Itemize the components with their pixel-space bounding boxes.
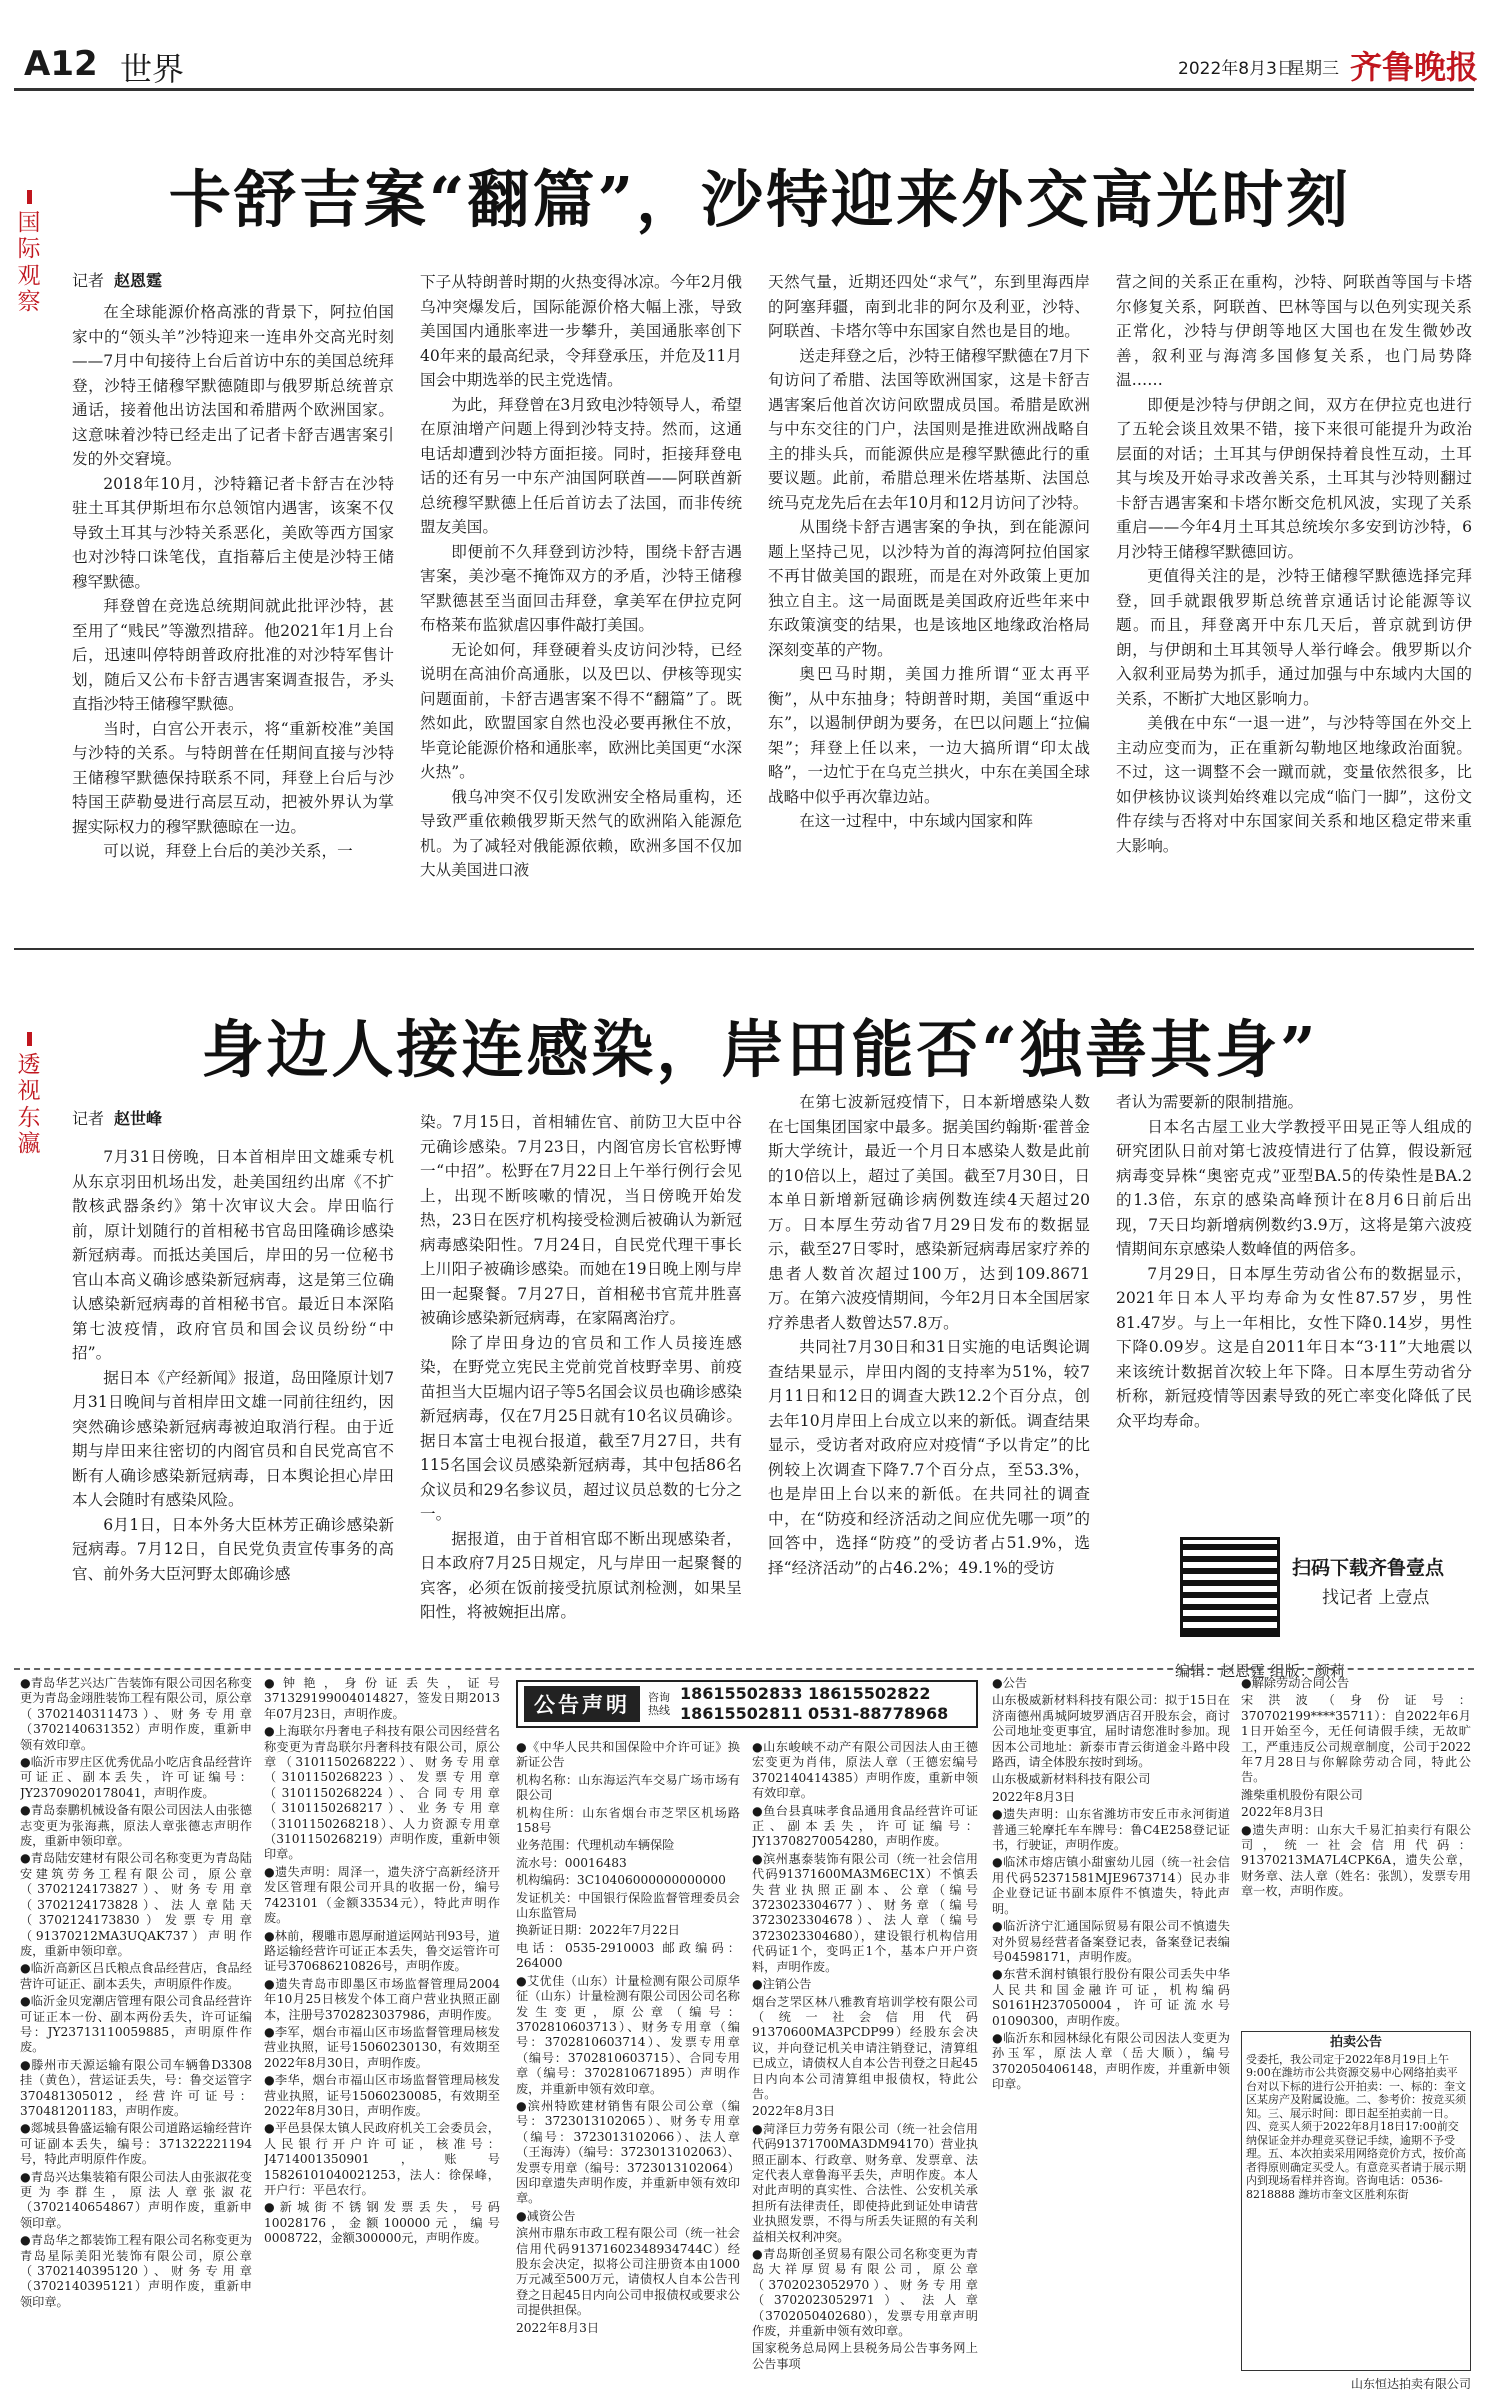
notice-entry: ●鱼台县真味孝食品通用食品经营许可证正、副本丢失，许可证编号：JY13708270054280，声明作废。 (752, 1803, 978, 1849)
ads-column-4 (752, 1740, 978, 2388)
notice-entry: ●李华，烟台市福山区市场监督管理局核发营业执照，证号15060230085，有效期至2022年8月30日，声明作废。 (264, 2073, 500, 2118)
paragraph: 更值得关注的是，沙特王储穆罕默德选择完拜登，回手就跟俄罗斯总统普京通话讨论能源等议题。而且，拜登离开中东几天后，普京就到访伊朗，与伊朗和土耳其领导人举行峰会。俄罗斯以介入叙利亚局势为抓手，通过加强与中东域内大国的关系，不断扩大地区影响力。 (1116, 567, 1472, 708)
paragraph: 拜登曾在竞选总统期间就此批评沙特，甚至用了“贱民”等激烈措辞。他2021年1月上台后，迅速叫停特朗普政府批准的对沙特军售计划，随后又公布卡舒吉遇害案调查报告，矛头直指沙特王储穆罕默德。 (72, 597, 394, 713)
section-name: 世界 (120, 50, 185, 88)
byline-name: 赵恩霆 (114, 271, 163, 290)
ads-column-3 (516, 1740, 740, 2388)
ads-column-1 (20, 1676, 252, 2388)
paragraph: 除了岸田身边的官员和工作人员接连感染，在野党立宪民主党前党首枝野幸男、前疫苗担当大臣堀内诏子等5名国会议员也确诊感染新冠病毒，仅在7月25日就有10名议员确诊。据日本富士电视台报道，截至7月27日，共有115名国会议员感染新冠病毒，其中包括86名众议员和29名参议员，超过议员总数的七分之一。 (420, 1333, 742, 1523)
story1-column-1 (72, 300, 394, 912)
notice-entry: ●青岛华之都装饰工程有限公司名称变更为青岛星际美阳光装饰有限公司，原公章（3702140395120）、财务专用章（3702140395121）声明作废，重新申领印章。 (20, 2233, 252, 2309)
paragraph: 7月29日，日本厚生劳动省公布的数据显示，2021年日本人平均寿命为女性87.57岁，男性81.47岁。与上一年相比，女性下降0.14岁，男性下降0.09岁。这是自2011年日本“3·11”大地震以来该统计数据首次较上年下降。日本厚生劳动省分析称，新冠疫情等因素导致的死亡率变化降低了民众平均寿命。 (1116, 1264, 1472, 1430)
byline-label: 记者 (72, 1109, 105, 1128)
byline-2 (72, 1106, 162, 1129)
auction-notice (1241, 2031, 1471, 2371)
notice-entry: 2022年8月3日 (752, 2104, 836, 2119)
notice-entry: ●艾优佳（山东）计量检测有限公司原华征（山东）计量检测有限公司因公司名称发生变更，原公章（编号：3702810603713）、财务专用章（编号：3702810603714）、发票专用章（编号：3702810603715）、合同专用章（编号：3702810671895）声明作废，并重新申领有效印章。 (516, 1973, 740, 2096)
paragraph: 在第七波新冠疫情下，日本新增感染人数在七国集团国家中最多。据美国约翰斯·霍普金斯大学统计，最近一个月日本感染人数是此前的10倍以上，超过了美国。截至7月30日，日本单日新增新冠确诊病例数连续4天超过20万。日本厚生劳动省7月29日发布的数据显示，截至27日零时，感染新冠病毒居家疗养的患者人数首次超过100万，达到109.8671万。在第六波疫情期间，今年2月日本全国居家疗养患者人数曾达57.8万。 (768, 1093, 1090, 1332)
paragraph: 美俄在中东“一退一进”，与沙特等国在外交上主动应变而为，正在重新勾勒地区地缘政治面貌。不过，这一调整不会一蹴而就，变量依然很多，比如伊核协议谈判始终难以完成“临门一脚”，这份文件存续与否将对中东国家间关系和地区稳定带来重大影响。 (1116, 714, 1472, 855)
story2-column-4 (1116, 1090, 1472, 1520)
notice-entry: 山东极威新材料科技有限公司 (992, 1772, 1151, 1787)
issue-weekday: 星期三 (1288, 59, 1339, 79)
column-tag-2 (14, 1032, 44, 1158)
notice-entry: 机构住所：山东省烟台市芝罘区机场路158号 (516, 1805, 740, 1836)
notice-entry: 电话：0535-2910003 邮政编码：264000 (516, 1940, 740, 1971)
notice-entry: ●遗失声明：山东大千易汇拍卖行有限公司，统一社会信用代码：91370213MA7L4CPK6A，遗失公章，财务章、法人章（姓名：张凯），发票专用章一枚，声明作废。 (1241, 1822, 1471, 1899)
hotline-label: 咨询热线 (648, 1691, 670, 1717)
notice-entry: ●注销公告 (752, 1977, 812, 1992)
issue-date: 2022年8月3日 (1178, 59, 1294, 79)
notice-entry: ●东营禾润村镇银行股份有限公司丢失中华人民共和国金融许可证，机构编码S0161H237050004，许可证流水号01090300，声明作废。 (992, 1967, 1230, 2028)
auction-notice-title: 拍卖公告 (1329, 2035, 1382, 2050)
byline-1 (72, 268, 162, 291)
notice-entry: ●林前，稷雕市恩厚耐道运网站刊93号，道路运输经营许可证正本丢失，鲁交运管许可证号370686210826号，声明作废。 (264, 1928, 500, 1974)
tag-bar (27, 190, 32, 204)
notice-entry: ●《中华人民共和国保险中介许可证》换新证公告 (516, 1740, 740, 1770)
ads-column-2 (264, 1676, 500, 2388)
paragraph: 日本名古屋工业大学教授平田晃正等人组成的研究团队日前对第七波疫情进行了估算，假设新冠病毒变异株“奥密克戎”亚型BA.5的传染性是BA.2的1.3倍，东京的感染高峰预计在8月6日前后出现，7天日均新增病例数约3.9万，这将是第六波疫情期间东京感染人数峰值的两倍多。 (1116, 1117, 1472, 1258)
story2-column-3 (768, 1090, 1090, 1640)
paragraph: 俄乌冲突不仅引发欧洲安全格局重构，还导致严重依赖俄罗斯天然气的欧洲陷入能源危机。为了减轻对俄能源依赖，欧洲多国不仅加大从美国进口液 (420, 787, 742, 879)
paragraph: 染。7月15日，首相辅佐官、前防卫大臣中谷元确诊感染。7月23日，内阁官房长官松野博一“中招”。松野在7月22日上午举行例行会见上，出现不断咳嗽的情况，当日傍晚开始发热，23日在医疗机构接受检测后被确认为新冠病毒感染阳性。7月24日，自民党代理干事长上川阳子被确诊感染。而她在19日晚上刚与岸田一起聚餐。7月27日，首相秘书官荒井胜喜被确诊感染新冠病毒，在家隔离治疗。 (420, 1113, 742, 1327)
paragraph: 下子从特朗普时期的火热变得冰凉。今年2月俄乌冲突爆发后，国际能源价格大幅上涨，导致美国国内通胀率进一步攀升，美国通胀率创下40年来的最高纪录，令拜登承压，并危及11月国会中期选举的民主党选情。 (420, 273, 742, 389)
paragraph: 7月31日傍晚，日本首相岸田文雄乘专机从东京羽田机场出发，赴美国纽约出席《不扩散核武器条约》第十次审议大会。岸田临行前，原计划随行的首相秘书官岛田隆确诊感染新冠病毒。而抵达美国后，岸田的另一位秘书官山本高义确诊感染新冠病毒，这是第三位确认感染新冠病毒的首相秘书官。最近日本深陷第七波疫情，政府官员和国会议员纷纷“中招”。 (72, 1148, 394, 1362)
notice-entry: ●青岛陆安建材有限公司名称变更为青岛陆安建筑劳务工程有限公司，原公章（3702124173827）、财务专用章（3702124173828）、法人章陆天（3702124173830）发票专用章（91370212MA3UQAK737）声明作废，重新申领印章。 (20, 1851, 252, 1958)
notice-entry: ●滨州惠泰装饰有限公司（统一社会信用代码91371600MA3M6EC1X）不慎丢失营业执照正副本、公章（编号3723023304677）、财务章（编号3723023304678）、法人章（编号3723023304680），建设银行机构信用代码证1个，变吗正1个，基本户开户资料，声明作废。 (752, 1851, 978, 1974)
page-number: A12 (24, 44, 98, 84)
paragraph: 即便是沙特与伊朗之间，双方在伊拉克也进行了五轮会谈且效果不错，接下来很可能提升为政治层面的对话；土耳其与伊朗保持着良性互动，土耳其与埃及开始寻求改善关系，土耳其与沙特则翻过卡舒吉遇害案和卡塔尔断交危机风波，实现了关系重启——今年4月土耳其总统埃尔多安到访沙特，6月沙特王储穆罕默德回访。 (1116, 395, 1472, 561)
paragraph: 2018年10月，沙特籍记者卡舒吉在沙特驻土耳其伊斯坦布尔总领馆内遇害，该案不仅导致土耳其与沙特关系恶化，美欧等西方国家也对沙特口诛笔伐，直指幕后主使是沙特王储穆罕默德。 (72, 474, 394, 591)
header-rule (14, 88, 1474, 91)
byline-label: 记者 (72, 271, 105, 290)
paragraph: 据日本《产经新闻》报道，岛田隆原计划7月31日晚间与首相岸田文雄一同前往纽约，因突然确诊感染新冠病毒被迫取消行程。由于近期与岸田来往密切的内阁官员和自民党高官不断有人确诊感染新冠病毒，日本舆论担心岸田本人会随时有感染风险。 (72, 1368, 394, 1509)
paragraph: 可以说，拜登上台后的美沙关系，一 (103, 842, 353, 860)
notice-entry: ●遗失青岛市即墨区市场监督管理局2004年10月25日核发个体工商户营业执照正副本，注册号3702823037986，声明作废。 (264, 1976, 500, 2022)
story2-column-1 (72, 1145, 394, 1640)
notice-entry: 业务范围：代理机动车辆保险 (516, 1838, 675, 1853)
page-header (0, 0, 1488, 96)
column-tag-text: 国际观察 (17, 210, 41, 316)
qr-caption: 扫码下载齐鲁壹点 (1292, 1557, 1445, 1579)
notice-entry: ●滨州特欧建材销售有限公司公章（编号：3723013102065）、财务专用章（编号：3723013102066）、法人章（王海涛）（编号：3723013102063）、发票专用章（编号：3723013102064）因印章遗失声明作废，并重新申领有效印章。 (516, 2098, 740, 2206)
story2-column-2 (420, 1110, 742, 1640)
notice-entry: ●上海联尔丹奢电子科技有限公司因经营名称变更为青岛联尔丹奢科技有限公司，原公章（3101150268222）、财务专用章（3101150268223）、发票专用章（3101150268224）、合同专用章（3101150268217）、业务专用章（3101150268218）、人力资源专用章（3101150268219）声明作废，重新申领印章。 (264, 1724, 500, 1862)
notice-entry: ●新城街不锈钢发票丢失，号码10028176，金额100000元，编号0008722，金额300000元，声明作废。 (264, 2200, 500, 2246)
newspaper-logo: 齐鲁晚报 (1350, 48, 1479, 86)
notice-entry: 机构名称：山东海运汽车交易广场市场有限公司 (516, 1772, 740, 1803)
notice-entry: ●山东峻峡不动产有限公司因法人由王德宏变更为肖伟，原法人章（王德宏编号3702140414385）声明作废，重新申领有效印章。 (752, 1740, 978, 1801)
paragraph: 为此，拜登曾在3月致电沙特领导人，希望在原油增产问题上得到沙特支持。然而，这通电话却遭到沙特方面拒接。同时，拒接拜登电话的还有另一中东产油国阿联酋——阿联酋新总统穆罕默德上任后首访去了法国，而非传统盟友美国。 (420, 395, 742, 536)
notice-entry: 滨州市鼎东市政工程有限公司（统一社会信用代码91371602348934744C）经股东会决定，拟将公司注册资本由1000万元减至500万元，请债权人自本公告刊登之日起45日内向公司申报债权或要求公司提供担保。 (516, 2226, 740, 2318)
editor-credit: 编辑：赵恩霆 组版：颜莉 (1175, 1662, 1345, 1680)
notice-entry: ●青岛华艺兴达广告装饰有限公司因名称变更为青岛金翊胜装饰工程有限公司，原公章（3702140311473）、财务专用章（3702140631352）声明作废，重新申领有效印章。 (20, 1676, 252, 1752)
notice-entry: 2022年8月3日 (1241, 1805, 1325, 1820)
notice-entry: ●青岛泰鹏机械设备有限公司因法人由张德志变更为张海燕，原法人章张德志声明作废，重新申领印章。 (20, 1803, 252, 1849)
notice-entry: ●钟艳，身份证丢失，证号371329199004014827，签发日期2013年07月23日，声明作废。 (264, 1676, 500, 1721)
notice-banner (516, 1680, 978, 1728)
paragraph: 送走拜登之后，沙特王储穆罕默德在7月下旬访问了希腊、法国等欧洲国家，这是卡舒吉遇害案后他首次访问欧盟成员国。希腊是欧洲与中东交往的门户，法国则是推进欧洲战略自主的排头兵，而能源供应是穆罕默德此行的重要议题。此前，希腊总理米佐塔基斯、法国总统马克龙先后在去年10月和12月访问了沙特。 (768, 346, 1090, 512)
paragraph: 营之间的关系正在重构，沙特、阿联酋等国与卡塔尔修复关系，阿联酋、巴林等国与以色列实现关系正常化，沙特与伊朗等地区大国也在发生微妙改善，叙利亚与海湾多国修复关系，也门局势降温…… (1116, 273, 1472, 389)
notice-entry: 潍柴重机股份有限公司 (1241, 1787, 1363, 1802)
paragraph: 无论如何，拜登硬着头皮访问沙特，已经说明在高油价高通胀，以及巴以、伊核等现实问题面前，卡舒吉遇害案不得不“翻篇”了。既然如此，欧盟国家自然也没必要再揪住不放，毕竟论能源价格和通胀率，欧洲比美国更“水深火热”。 (420, 640, 742, 781)
notice-entry: ●解除劳动合同公告 (1241, 1676, 1350, 1690)
notice-entry: ●遗失声明：山东省潍坊市安丘市永河街道普通三轮摩托车车牌号：鲁C4E258登记证书，行驶证，声明作废。 (992, 1807, 1230, 1853)
phones-line-2: 18615502811 0531-88778968 (680, 1704, 949, 1723)
notice-entry: ●李军，烟台市福山区市场监督管理局核发营业执照，证号15060230130，有效期至2022年8月30日，声明作废。 (264, 2024, 500, 2070)
paragraph: 6月1日，日本外务大臣林芳正确诊感染新冠病毒。7月12日，自民党负责宣传事务的高官、前外务大臣河野太郎确诊感 (72, 1515, 394, 1583)
auction-notice-body: 受委托，我公司定于2022年8月19日上午9:00在潍坊市公共资源交易中心网络拍卖平台对以下标的进行公开拍卖：一、标的：奎文区某房产及附属设施。二、参考价：按竞买须知。三、展示时间：即日起至拍卖前一日。四、竞买人须于2022年8月18日17:00前交纳保证金并办理竞买登记手续，逾期不予受理。五、本次拍卖采用网络竞价方式，按价高者得原则确定买受人。有意竞买者请于展示期内到现场看样并咨询。咨询电话：0536-8218888 潍坊市奎文区胜利东街 (1246, 2052, 1466, 2201)
qr-subcaption: 找记者 上壹点 (1322, 1588, 1430, 1608)
notice-entry: ●临沂市罗庄区优秀优品小吃店食品经营许可证正、副本丢失，许可证编号：JY23709020178041，声明作废。 (20, 1755, 252, 1800)
qr-code[interactable] (1180, 1537, 1280, 1637)
paragraph: 在这一过程中，中东域内国家和阵 (799, 812, 1034, 830)
phones-line-1: 18615502833 18615502822 (680, 1684, 931, 1703)
story1-column-2 (420, 270, 742, 912)
story-separator (14, 948, 1474, 950)
paragraph: 当时，白宫公开表示，将“重新校准”美国与沙特的关系。与特朗普在任期间直接与沙特王储穆罕默德保持联系不同，拜登上台后与沙特国王萨勒曼进行高层互动，把被外界认为掌握实际权力的穆罕默德晾在一边。 (72, 719, 394, 836)
notice-entry: ●青岛兴达集装箱有限公司法人由张淑花变更为李群生，原法人章张淑花（3702140654867）声明作废，重新申领印章。 (20, 2169, 252, 2230)
notice-entry: 2022年8月3日 (992, 1789, 1076, 1804)
paragraph: 在全球能源价格高涨的背景下，阿拉伯国家中的“领头羊”沙特迎来一连串外交高光时刻——7月中旬接待上台后首访中东的美国总统拜登，沙特王储穆罕默德随即与俄罗斯总统普京通话，接着他出访法国和希腊两个欧洲国家。这意味着沙特已经走出了记者卡舒吉遇害案引发的外交窘境。 (72, 303, 394, 468)
paragraph: 据报道，由于首相官邸不断出现感染者，日本政府7月25日规定，凡与岸田一起聚餐的宾客，必须在饭前接受抗原试剂检测，如果呈阳性，将被婉拒出席。 (420, 1529, 742, 1621)
notice-entry: 发证机关：中国银行保险监督管理委员会山东监管局 (516, 1890, 740, 1921)
tag-bar (27, 1032, 32, 1046)
notice-entry: 烟台芝罘区林八雅教育培训学校有限公司（统一社会信用代码91370600MA3PCDP99）经股东会决议，并向登记机关申请注销登记，清算组已成立，请债权人自本公告刊登之日起45日内向本公司清算组申报债权，特此公告。 (752, 1994, 978, 2101)
paragraph: 者认为需要新的限制措施。 (1116, 1093, 1304, 1111)
paragraph: 奥巴马时期，美国力推所谓“亚太再平衡”，从中东抽身；特朗普时期，美国“重返中东”，以遏制伊朗为要务，在巴以问题上“拉偏架”；拜登上任以来，一边大搞所谓“印太战略”，一边忙于在乌克兰拱火，中东在美国全球战略中似乎再次靠边站。 (768, 665, 1090, 806)
notice-entry: 山东极威新材料科技有限公司：拟于15日在济南德州禹城阿坡罗酒店召开股东会，商讨公司地址变更事宜，届时请您准时参加。现因本公司地址：新泰市青云街道金斗路中段路西，请全体股东按时到场。 (992, 1693, 1230, 1770)
column-tag-1 (14, 190, 44, 316)
notice-entry: ●遗失声明：周泽一，遗失济宁高新经济开发区管理有限公司开具的收据一份，编号7423101（金额33534元），特此声明作废。 (264, 1864, 500, 1926)
notice-entry: 国家税务总局网上县税务局公告事务网上公告事项 (752, 2341, 978, 2371)
ads-column-5 (992, 1676, 1230, 2388)
notice-entry: ●菏泽巨力劳务有限公司（统一社会信用代码91371700MA3DM94170）营业执照正副本、行政章、财务章、发票章、法定代表人章鲁海平丢失，声明作废。本人对此声明的真实性、合法性、公安机关承担所有法律责任，即使持此到证处申请营业执照发票，不得与所丢失证照的有关利益相关权利冲突。 (752, 2121, 978, 2244)
paragraph: 天然气量，近期还四处“求气”，东到里海西岸的阿塞拜疆，南到北非的阿尔及利亚，沙特、阿联酋、卡塔尔等中东国家自然也是目的地。 (768, 273, 1090, 340)
notice-entry: ●临沂东和园林绿化有限公司因法人变更为孙玉军，原法人章（岳大顺），编号3702050406148，声明作废，并重新申领印章。 (992, 2030, 1230, 2092)
notice-entry: ●公告 (992, 1676, 1028, 1690)
story1-column-4 (1116, 270, 1472, 912)
byline-name: 赵世峰 (114, 1109, 163, 1128)
paragraph: 从围绕卡舒吉遇害案的争执，到在能源问题上坚持己见，以沙特为首的海湾阿拉伯国家不再甘做美国的跟班，而是在对外政策上更加独立自主。这一局面既是美国政府近些年来中东政策演变的结果，也是该地区地缘政治格局深刻变革的产物。 (768, 518, 1090, 659)
notice-entry: 2022年8月3日 (516, 2320, 600, 2335)
ads-column-6 (1241, 1676, 1471, 2026)
story1-column-3 (768, 270, 1090, 912)
ads-divider (14, 1668, 1474, 1670)
notice-entry: 机构编码：3C10406000000000000 (516, 1873, 726, 1888)
headline-2: 身边人接连感染，岸田能否“独善其身” (201, 1013, 1319, 1086)
notice-entry: ●郯城县鲁盛运输有限公司道路运输经营许可证副本丢失，编号：371322221194号，特此声明原件作废。 (20, 2121, 252, 2167)
hotline-numbers (680, 1684, 948, 1724)
auction-company: 山东恒达拍卖有限公司 (1350, 2377, 1471, 2391)
notice-entry: ●平邑县保太镇人民政府机关工会委员会，人民银行开户许可证，核准号：J4714001350901，账号15826101040021253，法人：徐保峰，开户行：平邑农行。 (264, 2121, 500, 2197)
notice-entry: ●临沂高新区吕氏粮点食品经营店，食品经营许可证正、副本丢失，声明原件作废。 (20, 1961, 252, 1991)
notice-entry: ●减资公告 (516, 2208, 576, 2223)
headline-1: 卡舒吉案“翻篇”，沙特迎来外交高光时刻 (168, 163, 1352, 236)
notice-entry: 流水号：00016483 (516, 1855, 627, 1870)
notice-entry: ●临沂金贝宠潮店管理有限公司食品经营许可证正本一份、副本两份丢失，许可证编号：JY23713110059885，声明原件作废。 (20, 1994, 252, 2055)
column-tag-text: 透视东瀛 (17, 1052, 41, 1158)
notice-entry: 换新证日期：2022年7月22日 (516, 1923, 680, 1938)
notice-entry: ●青岛斯创圣贸易有限公司名称变更为青岛大祥厚贸易有限公司，原公章（3702023052970）、财务专用章（3702023052971）、法人章（3702050402680），发票专用章声明作废，并重新申领有效印章。 (752, 2247, 978, 2339)
notice-entry: 宋洪波（身份证号：370702199****35711）：自2022年6月1日开始至今，无任何请假手续，无故旷工，严重违反公司规章制度，公司于2022年7月28日与你解除劳动合同，特此公告。 (1241, 1693, 1471, 1785)
notice-entry: ●临沂济宁汇通国际贸易有限公司不慎遗失对外贸易经营者备案登记表，备案登记表编号04598171，声明作废。 (992, 1919, 1230, 1964)
paragraph: 共同社7月30日和31日实施的电话舆论调查结果显示，岸田内阁的支持率为51%，较7月11日和12日的调查大跌12.2个百分点，创去年10月岸田上台成立以来的新低。调查结果显示，受访者对政府应对疫情“予以肯定”的比例较上次调查下降7.7个百分点，至53.3%，也是岸田上台以来的新低。在共同社的调查中，在“防疫和经济活动之间应优先哪一项”的回答中，选择“防疫”的受访者占51.9%，选择“经济活动”的占46.2%；49.1%的受访 (768, 1338, 1090, 1577)
notice-entry: ●临沭市熔店镇小甜蜜幼儿园（统一社会信用代码52371581MJE9673714）民办非企业登记证书副本原件不慎遗失，特此声明。 (992, 1855, 1230, 1916)
paragraph: 即便前不久拜登到访沙特，围绕卡舒吉遇害案，美沙毫不掩饰双方的矛盾，沙特王储穆罕默德甚至当面回击拜登，拿美军在伊拉克阿布格莱布监狱虐囚事件敲打美国。 (420, 542, 742, 634)
notice-entry: ●滕州市天源运输有限公司车辆鲁D3308挂（黄色），营运证丢失，号：鲁交运管字370481305012，经营许可证号：370481201183，声明作废。 (20, 2057, 252, 2118)
notice-label: 公告声明 (524, 1686, 640, 1722)
